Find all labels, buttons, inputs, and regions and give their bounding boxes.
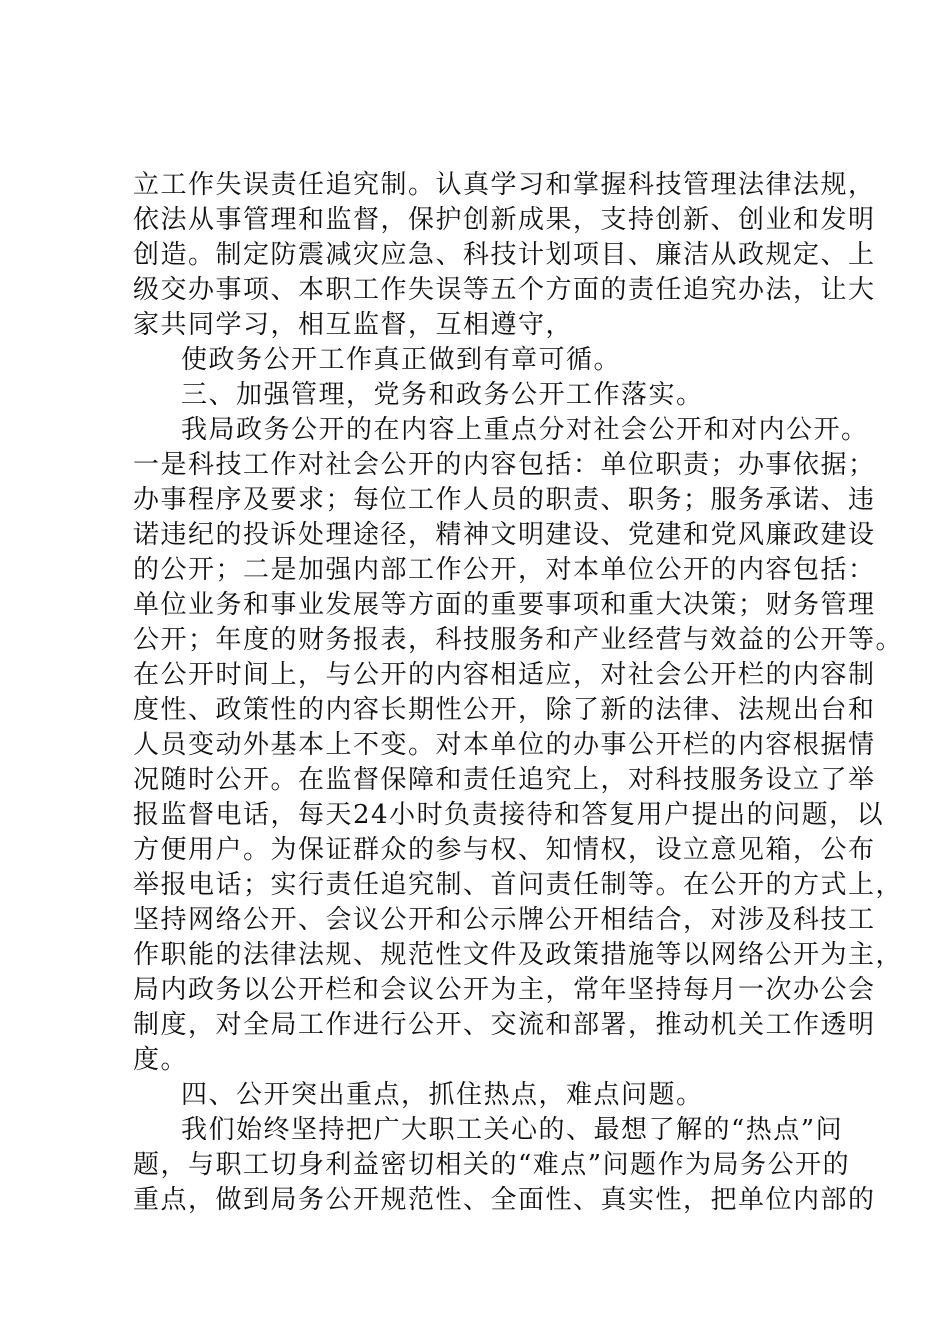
body-text-line: 立工作失误责任追究制。认真学习和掌握科技管理法律法规， bbox=[133, 170, 876, 200]
body-text-line: 重点，做到局务公开规范性、全面性、真实性，把单位内部的 bbox=[133, 1185, 876, 1215]
paragraph-first-line: 我局政务公开的在内容上重点分对社会公开和对内公开。 bbox=[181, 415, 869, 445]
body-text-line: 公开；年度的财务报表，科技服务和产业经营与效益的公开等。 bbox=[133, 625, 904, 655]
body-text-line: 在公开时间上，与公开的内容相适应，对社会公开栏的内容制 bbox=[133, 660, 876, 690]
body-text-line: 依法从事管理和监督，保护创新成果，支持创新、创业和发明 bbox=[133, 205, 876, 235]
body-text-line: 单位业务和事业发展等方面的重要事项和重大决策；财务管理 bbox=[133, 590, 876, 620]
section-heading: 四、公开突出重点，抓住热点，难点问题。 bbox=[181, 1080, 704, 1110]
body-text-line: 创造。制定防震减灾应急、科技计划项目、廉洁从政规定、上 bbox=[133, 240, 876, 270]
body-text-line: 度。 bbox=[133, 1045, 189, 1075]
body-text-line: 使政务公开工作真正做到有章可循。 bbox=[181, 345, 622, 375]
body-text-line: 诺违纪的投诉处理途径，精神文明建设、党建和党风廉政建设 bbox=[133, 520, 876, 550]
body-text-line: 度性、政策性的内容长期性公开，除了新的法律、法规出台和 bbox=[133, 695, 876, 725]
body-text-line: 人员变动外基本上不变。对本单位的办事公开栏的内容根据情 bbox=[133, 730, 876, 760]
body-text-line: 的公开；二是加强内部工作公开，对本单位公开的内容包括： bbox=[133, 555, 876, 585]
section-heading: 三、加强管理，党务和政务公开工作落实。 bbox=[181, 380, 704, 410]
body-text-line: 家共同学习，相互监督，互相遵守， bbox=[133, 310, 574, 340]
body-text-line: 局内政务以公开栏和会议公开为主，常年坚持每月一次办公会 bbox=[133, 975, 876, 1005]
body-text-line: 举报电话；实行责任追究制、首问责任制等。在公开的方式上， bbox=[133, 870, 904, 900]
body-text-line: 报监督电话，每天24小时负责接待和答复用户提出的问题，以 bbox=[133, 800, 885, 830]
body-text-line: 级交办事项、本职工作失误等五个方面的责任追究办法，让大 bbox=[133, 275, 876, 305]
body-text-line: 坚持网络公开、会议公开和公示牌公开相结合，对涉及科技工 bbox=[133, 905, 876, 935]
body-text-line: 作职能的法律法规、规范性文件及政策措施等以网络公开为主， bbox=[133, 940, 904, 970]
body-text-line: 一是科技工作对社会公开的内容包括：单位职责；办事依据； bbox=[133, 450, 876, 480]
body-text-line: 题，与职工切身利益密切相关的“难点”问题作为局务公开的 bbox=[133, 1150, 851, 1180]
paragraph-first-line: 我们始终坚持把广大职工关心的、最想了解的“热点”问 bbox=[181, 1115, 844, 1145]
body-text-line: 制度，对全局工作进行公开、交流和部署，推动机关工作透明 bbox=[133, 1010, 876, 1040]
body-text-line: 方便用户。为保证群众的参与权、知情权，设立意见箱，公布 bbox=[133, 835, 876, 865]
body-text-line: 况随时公开。在监督保障和责任追究上，对科技服务设立了举 bbox=[133, 765, 876, 795]
body-text-line: 办事程序及要求；每位工作人员的职责、职务；服务承诺、违 bbox=[133, 485, 876, 515]
